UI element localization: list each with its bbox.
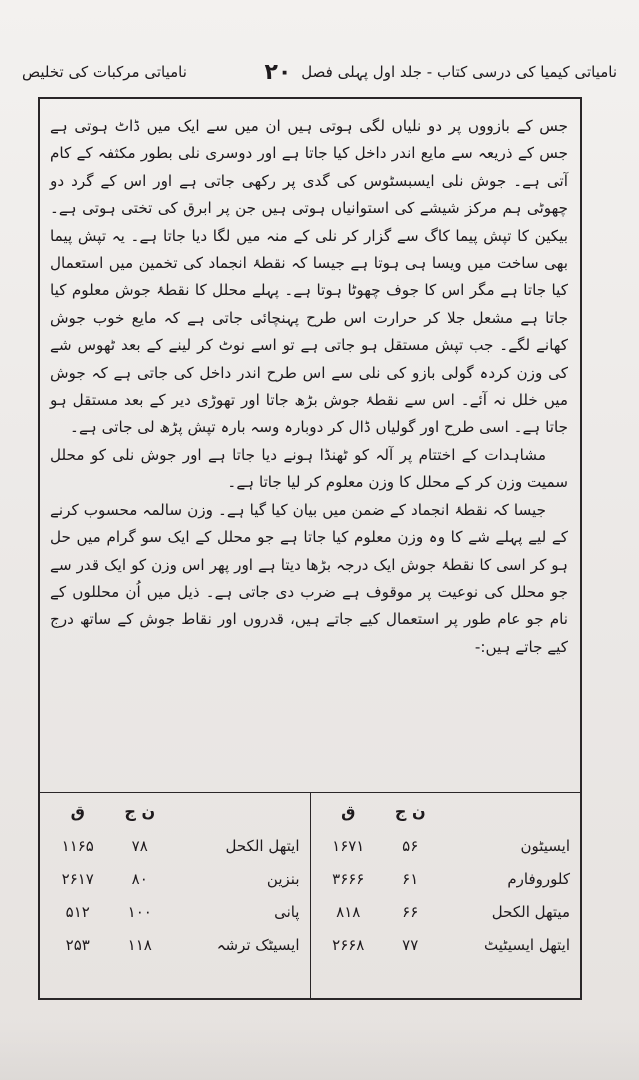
boiling-point-value: ۵۶ <box>402 836 419 855</box>
boiling-point-value: ۱۰۰ <box>127 902 152 921</box>
table-row <box>311 829 581 862</box>
constant-value: ۳۶۶۶ <box>332 869 365 888</box>
boiling-point-value: ۷۸ <box>131 836 148 855</box>
boiling-point-value: ۶۶ <box>402 902 419 921</box>
header-boiling-point: ن ج <box>124 801 156 821</box>
solvent-name: ایسیٹون <box>520 836 570 855</box>
constant-value: ۲۶۱۷ <box>61 869 94 888</box>
table-header <box>311 793 581 829</box>
constant-value: ۸۱۸ <box>336 902 361 921</box>
paragraph-3: جیسا کہ نقطۂ انجماد کے ضمن میں بیان کیا گیا ہے۔ وزن سالمہ محسوب کرنے کے لیے پہلے شے کا وہ وزن معلوم کیا جاتا ہے جو محلل کے ایک سو گرام میں حل ہو کر اسی کا نقطۂ جوش ایک درجہ بڑھا دیتا ہے اور پھر اس وزن کو ایک قدر سے جو محلل کی نوعیت پر موقوف ہے ضرب دی جاتی ہے۔ ذیل میں اُن محللوں کے نام جو عام طور پر استعمال کیے جاتے ہیں، قدروں اور نقاط جوش کے ساتھ درج کیے جاتے ہیں:- <box>50 500 568 656</box>
constant-value: ۲۵۳ <box>65 935 90 954</box>
solvent-name: کلوروفارم <box>507 869 570 888</box>
constant-value: ۱۶۷۱ <box>332 836 365 855</box>
solvent-name: میتھل الکحل <box>491 902 570 921</box>
book-title: نامیاتی کیمیا کی درسی کتاب - جلد اول پہلی فصل <box>301 63 617 81</box>
table-row <box>40 928 310 961</box>
paragraph-1: جس کے بازووں پر دو نلیاں لگی ہوتی ہیں ان میں سے ایک میں ڈاٹ ہوتی ہے جس کے ذریعہ سے مایع اندر داخل کیا جاتا ہے اور دوسری نلی بطور مکثفہ کے کام آتی ہے۔ جوش نلی ایسبسٹوس کی گدی پر رکھی جاتی ہے اور اس کے گرد دو چھوٹی ہم مرکز شیشے کی استوانیاں ہوتی ہیں جن پر ابرق کی تختی ہوتی ہے۔ بیکین کا تپش پیما کاگ سے گزار کر نلی کے منہ میں لگا دیا جاتا ہے۔ یہ تپش پیما بھی ساخت میں ویسا ہی ہوتا ہے جیسا کہ نقطۂ انجماد کی تخمین میں استعمال کیا جاتا ہے مگر اس کا جوف چھوٹا ہوتا ہے۔ پہلے محلل کا نقطۂ جوش معلوم کیا جاتا ہے مشعل جلا کر حرارت اس طرح پہنچائی جاتی ہے کہ مایع خوب جوش کھانے لگے۔ جب تپش مستقل ہو جاتی ہے تو اسے نوٹ کر لینے کے بعد ٹھوس شے کی وزن کردہ گولی بازو کی نلی سے اس طرح اندر داخل کی جاتی ہے کہ جوش میں خلل نہ آئے۔ اس سے نقطۂ جوش بڑھ جاتا اور تھوڑی دیر کے بعد مستقل ہو جاتا ہے۔ اسی طرح اور گولیاں ڈال کر دوبارہ وسہ بارہ تپش پڑھ لی جاتی ہے۔ <box>50 117 568 437</box>
table-row <box>40 829 310 862</box>
solvent-name: ایسیٹک ترشہ <box>216 935 300 954</box>
table-row <box>40 862 310 895</box>
table-header <box>40 793 310 829</box>
body-text <box>50 113 568 661</box>
table-row <box>40 895 310 928</box>
solvent-name: پانی <box>274 902 300 921</box>
table-row <box>311 895 581 928</box>
solvent-name: ایتھل الکحل <box>225 836 300 855</box>
solvent-name: ایتھل ایسیٹیٹ <box>484 935 570 954</box>
boiling-point-value: ۶۱ <box>402 869 419 888</box>
text-frame <box>38 97 582 1000</box>
table-column-right <box>310 793 581 998</box>
table-row <box>311 862 581 895</box>
table-column-left <box>40 793 310 998</box>
page-bottom-shadow <box>0 1020 639 1080</box>
boiling-point-value: ۸۰ <box>131 869 148 888</box>
constant-value: ۲۶۶۸ <box>332 935 365 954</box>
header-constant: ق <box>70 801 85 821</box>
boiling-point-value: ۷۷ <box>402 935 419 954</box>
paragraph-2: مشاہدات کے اختتام پر آلہ کو ٹھنڈا ہونے دیا جاتا ہے اور جوش نلی کو محلل سمیت وزن کر کے محلل کا وزن معلوم کر لیا جاتا ہے۔ <box>50 445 568 492</box>
page-header <box>22 54 617 90</box>
header-boiling-point: ن ج <box>394 801 426 821</box>
header-constant: ق <box>341 801 356 821</box>
solvent-name: بنزین <box>266 869 300 888</box>
page-number: ۲۰ <box>264 59 292 85</box>
chapter-title: نامیاتی مرکبات کی تخلیص <box>22 63 187 81</box>
constant-value: ۱۱۶۵ <box>61 836 94 855</box>
constant-value: ۵۱۲ <box>65 902 90 921</box>
table-row <box>311 928 581 961</box>
solvent-table <box>40 792 580 998</box>
boiling-point-value: ۱۱۸ <box>127 935 152 954</box>
